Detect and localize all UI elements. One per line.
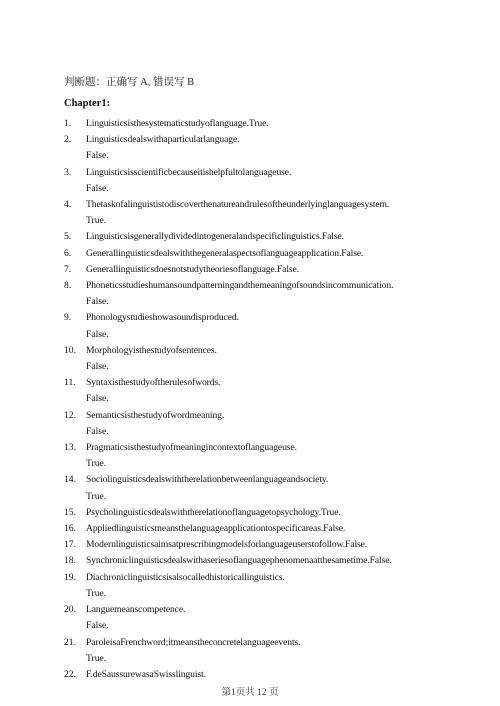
question-number: 6. [64,247,72,259]
question-answer: False. [86,150,109,162]
question-item [64,165,484,181]
question-answer: False. [86,393,109,405]
question-statement: Pragmaticsisthestudyofmeaningincontextoflanguageuse. [86,442,297,454]
question-item [64,635,484,651]
question-statement: Appliedlinguisticsmeansthelanguageapplicationtospecificareas.False. [86,523,346,535]
question-statement: Generallinguisticsdealswiththegeneralaspectsoflanguageapplication.False. [86,247,364,259]
question-number: 19. [64,571,76,583]
question-item [64,570,484,586]
question-item [64,505,484,521]
question-item [64,602,484,618]
question-item [64,262,484,278]
question-number: 9. [64,312,72,324]
question-statement: Syntaxisthestudyoftherulesofwords. [86,377,221,389]
question-number: 10. [64,344,76,356]
question-number: 15. [64,506,76,518]
question-statement: Synchroniclinguisticsdealswithaseriesoflanguagephenomenaatthesametime.False. [86,555,392,567]
question-statement: Linguisticsisscientificbecauseitishelpfultolanguageuse. [86,166,292,178]
question-answer: False. [86,425,109,437]
question-number: 5. [64,231,72,243]
question-item [64,246,484,262]
question-answer: True. [86,458,107,470]
question-number: 22. [64,668,76,680]
chapter-heading: Chapter1: [64,98,111,109]
question-number: 2. [64,134,72,146]
question-statement: Languemeanscompetence. [86,604,186,616]
question-answer: True. [86,490,107,502]
question-item [64,408,484,424]
question-answer: True. [86,652,107,664]
page-number: 第1页共 12 页 [221,688,279,698]
question-statement: Linguisticsisthesystematicstudyoflanguage.True. [86,118,269,129]
question-item [64,375,484,391]
question-number: 11. [64,377,76,389]
question-answer: False. [86,620,109,632]
question-item [64,343,484,359]
question-statement: Linguisticsdealswithaparticularlanguage. [86,134,240,146]
question-statement: Generallinguisticsdoesnotstudytheoriesoflanguage.False. [86,263,299,275]
question-number: 16. [64,523,76,535]
question-statement: Linguisticsisgenerallydividedintogeneralandspecificlinguistics.False. [86,231,344,243]
question-list [64,116,484,683]
question-item [64,197,484,213]
question-number: 20. [64,604,76,616]
question-statement: Morphologyisthestudyofsentences. [86,344,217,356]
question-statement: ParoleisaFrenchword;itmeanstheconcretelanguageevents. [86,636,301,648]
question-item [64,667,484,683]
question-statement: Sociolinguisticsdealswiththerelationbetweenlanguageandsociety. [86,474,329,486]
question-item [64,472,484,488]
question-statement: Modernlinguisticsaimsatprescribingmodelsforlanguageuserstofollow.False. [86,539,368,551]
question-answer: True. [86,587,107,599]
question-number: 13. [64,442,76,454]
question-answer: False. [86,328,109,340]
question-number: 12. [64,409,76,421]
question-number: 17. [64,539,76,551]
question-number: 7. [64,263,72,275]
question-item [64,310,484,326]
question-item [64,278,484,294]
question-item [64,440,484,456]
question-statement: Diachroniclinguisticsisalsocalledhistoricallinguistics. [86,571,285,583]
question-statement: F.deSaussurewasaSwisslinguist. [86,668,206,680]
page-title: 判断题：正确写 A, 错误写 B [64,77,195,88]
question-statement: Thetaskofalinguististodiscoverthenatureandrulesoftheunderlyinglanguagesystem. [86,199,390,211]
question-item [64,521,484,537]
question-statement: Semanticsisthestudyofwordmeaning. [86,409,225,421]
question-number: 14. [64,474,76,486]
question-number: 1. [64,118,72,129]
question-item [64,553,484,569]
question-item [64,537,484,553]
question-statement: Psycholinguisticsdealswiththerelationoflanguagetopsychology.True. [86,506,341,518]
question-answer: True. [86,215,107,227]
question-answer: False. [86,296,109,308]
question-number: 18. [64,555,76,567]
question-number: 3. [64,166,72,178]
question-item [64,229,484,245]
question-answer: False. [86,361,109,373]
question-item [64,116,484,132]
question-statement: Phonologystudieshowasoundisproduced. [86,312,239,324]
question-number: 21. [64,636,76,648]
question-answer: False. [86,182,109,194]
question-number: 4. [64,199,72,211]
question-item [64,132,484,148]
question-number: 8. [64,280,72,292]
question-statement: Phoneticsstudieshumansoundpatterningandthemeaningofsoundsincommunication. [86,280,394,292]
